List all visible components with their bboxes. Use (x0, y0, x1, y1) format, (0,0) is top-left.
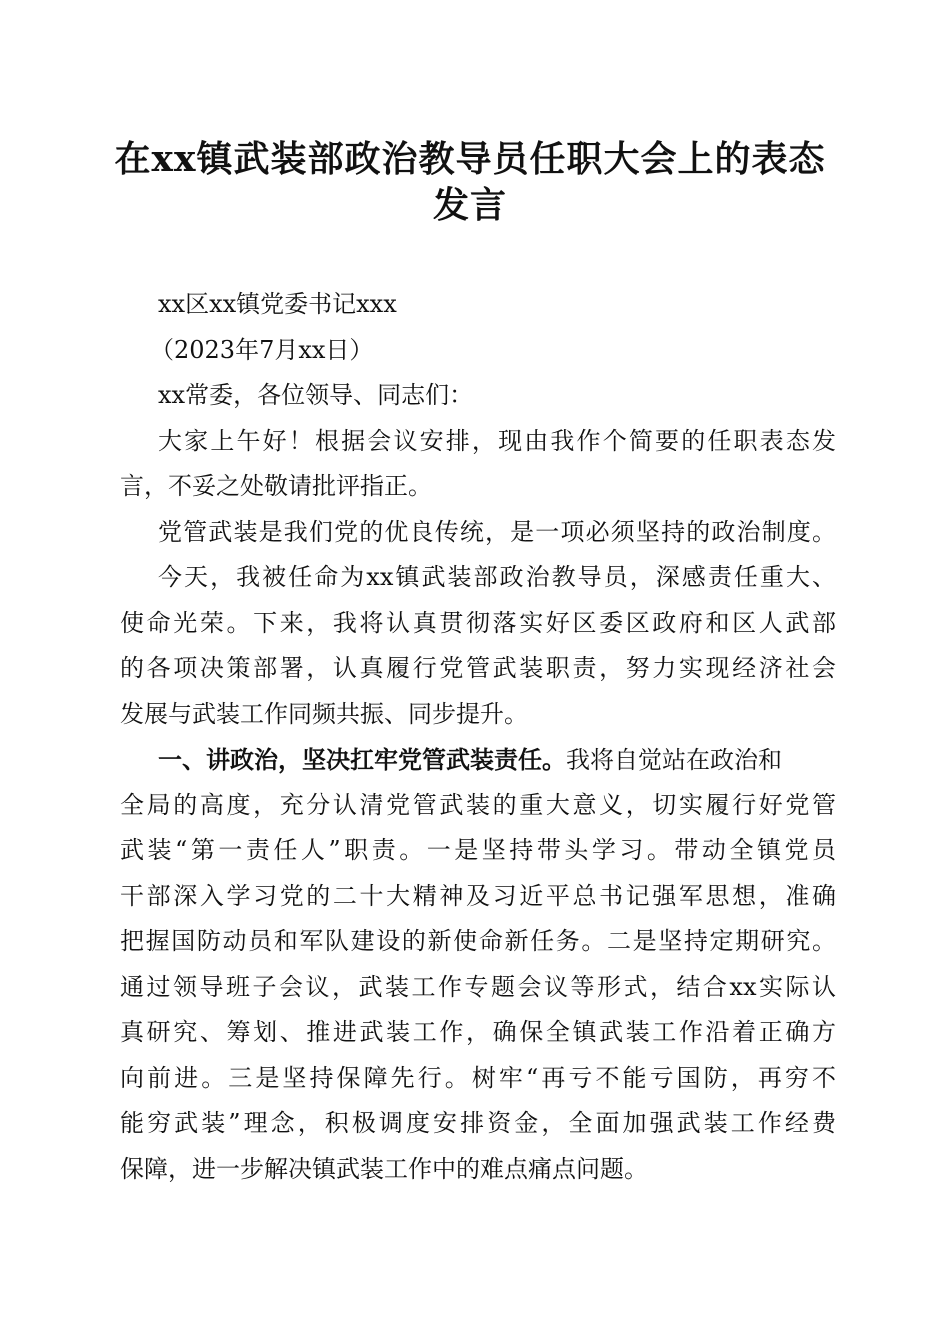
paragraph-line: 干部深入学习党的二十大精神及习近平总书记强军思想，准确 (120, 881, 836, 910)
paragraph-2 (120, 510, 836, 738)
document-title (100, 136, 840, 228)
paragraph-line: 使命光荣。下来，我将认真贯彻落实好区委区政府和区人武部 (120, 608, 836, 637)
paragraph-line: 武装“第一责任人”职责。一是坚持带头学习。带动全镇党员 (120, 836, 836, 864)
date-line: （2023年7月xx日） (150, 335, 374, 364)
paragraph-line: 真研究、筹划、推进武装工作，确保全镇武装工作沿着正确方 (120, 1018, 836, 1046)
paragraph-line: 全局的高度，充分认清党管武装的重大意义，切实履行好党管 (120, 790, 836, 819)
paragraph-line: 能穷武装”理念，积极调度安排资金，全面加强武装工作经费 (120, 1109, 836, 1137)
author-line: xx区xx镇党委书记xxx (158, 290, 397, 318)
paragraph-1 (120, 419, 836, 510)
section-heading: 一、讲政治，坚决扛牢党管武装责任。 (158, 745, 566, 774)
paragraph-line: 大家上午好！根据会议安排，现由我作个简要的任职表态发 (158, 426, 836, 455)
paragraph-line: 今天，我被任命为xx镇武装部政治教导员，深感责任重大、 (158, 563, 836, 591)
document-body (120, 282, 836, 1192)
paragraph-line: 的各项决策部署，认真履行党管武装职责，努力实现经济社会 (120, 654, 836, 682)
paragraph-line: 向前进。三是坚持保障先行。树牢“再亏不能亏国防，再穷不 (120, 1063, 836, 1092)
paragraph-line: 保障，进一步解决镇武装工作中的难点痛点问题。 (120, 1154, 648, 1183)
title-line-1: 在xx镇武装部政治教导员任职大会上的表态 (114, 138, 826, 180)
section-1-first-line (120, 737, 836, 783)
paragraph-line: 通过领导班子会议，武装工作专题会议等形式，结合xx实际认 (120, 972, 836, 1001)
paragraph-line: 把握国防动员和军队建设的新使命新任务。二是坚持定期研究。 (120, 927, 836, 955)
section-1 (120, 737, 836, 1192)
salutation: xx常委，各位领导、同志们： (158, 381, 474, 409)
paragraph-line: 党管武装是我们党的优良传统，是一项必须坚持的政治制度。 (158, 517, 836, 546)
section-heading-tail: 我将自觉站在政治和 (566, 746, 782, 774)
paragraph-line: 发展与武装工作同频共振、同步提升。 (120, 699, 528, 728)
paragraph-line: 言，不妥之处敬请批评指正。 (120, 472, 432, 500)
title-line-2: 发言 (432, 184, 507, 226)
